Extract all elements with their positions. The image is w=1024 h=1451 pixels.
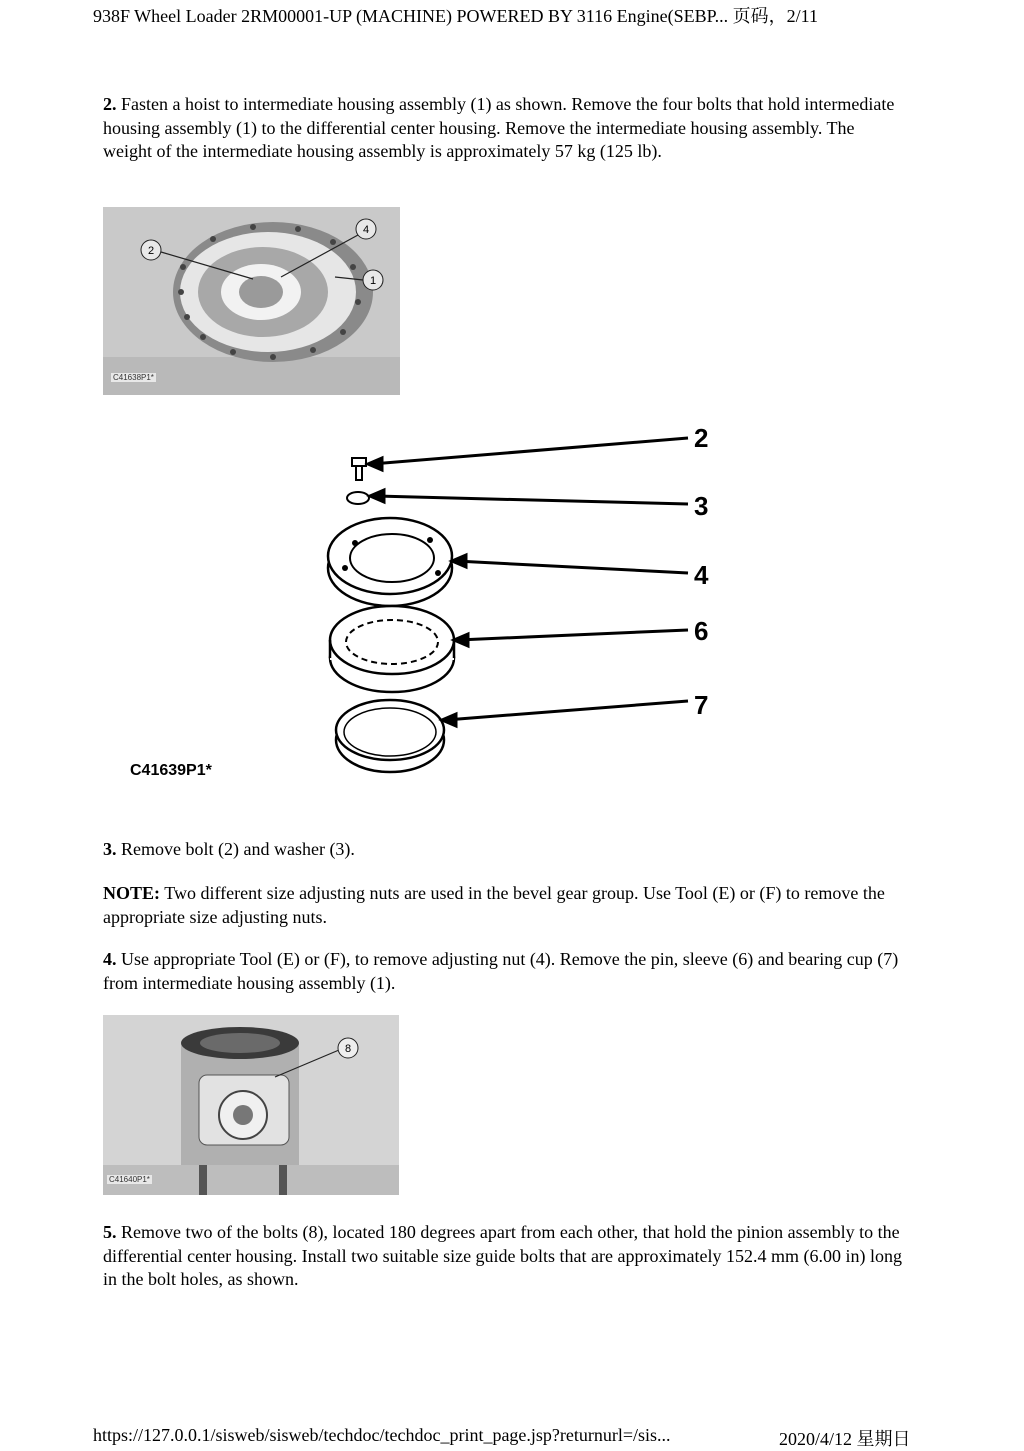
photo-intermediate-housing-graphic xyxy=(103,207,400,395)
sleeve-part xyxy=(330,606,454,692)
washer-part xyxy=(347,492,369,504)
step-4-number: 4. xyxy=(103,949,117,969)
step-5-paragraph xyxy=(103,1221,903,1292)
step-2-text: Fasten a hoist to intermediate housing assembly (1) as shown. Remove the four bolts that hold intermediate housing assembly (1) to the differential center housing. Remove the intermediate housing assembly. The weight of the intermediate housing assembly is approximately 57 kg (125 lb). xyxy=(103,94,895,161)
photo1-callout-2: 2 xyxy=(147,245,155,257)
photo1-callout-4: 4 xyxy=(362,224,370,236)
diagram-callout-4: 4 xyxy=(694,560,709,590)
step-3-paragraph xyxy=(103,838,903,862)
note-text: Two different size adjusting nuts are used in the bevel gear group. Use Tool (E) or (F) to remove the appropriate size adjusting nuts. xyxy=(103,883,885,927)
step-4-text: Use appropriate Tool (E) or (F), to remove adjusting nut (4). Remove the pin, sleeve (6) and bearing cup (7) from intermediate housing assembly (1). xyxy=(103,949,899,993)
diagram-callout-7: 7 xyxy=(694,690,709,720)
adjusting-nut-part xyxy=(328,518,452,606)
step-5-number: 5. xyxy=(103,1222,117,1242)
note-paragraph xyxy=(103,882,903,929)
diagram-callout-3: 3 xyxy=(694,491,709,521)
diagram-code: C41639P1* xyxy=(130,762,212,779)
exploded-parts-diagram xyxy=(320,418,760,788)
photo-pinion-assembly xyxy=(103,1015,399,1195)
photo-pinion-assembly-graphic xyxy=(103,1015,399,1195)
page-header-title: 938F Wheel Loader 2RM00001-UP (MACHINE) POWERED BY 3116 Engine(SEBP... 页码，2/11 xyxy=(93,6,818,26)
bearing-cup-part xyxy=(336,700,444,772)
step-3-number: 3. xyxy=(103,839,117,859)
step-2-number: 2. xyxy=(103,94,117,114)
photo2-code: C41640P1* xyxy=(109,1175,150,1184)
footer-date: 2020/4/12 星期日 xyxy=(779,1429,911,1449)
step-5-text: Remove two of the bolts (8), located 180 degrees apart from each other, that hold the pinion assembly to the differential center housing. Install two suitable size guide bolts that are approximately 152.4 mm (6.00 in) long in the bolt holes, as shown. xyxy=(103,1222,902,1289)
note-label: NOTE: xyxy=(103,883,161,903)
photo1-code: C41638P1* xyxy=(113,373,154,382)
photo-intermediate-housing xyxy=(103,207,400,395)
diagram-callout-2: 2 xyxy=(694,423,709,453)
step-4-paragraph xyxy=(103,948,903,995)
footer-url: https://127.0.0.1/sisweb/sisweb/techdoc/techdoc_print_page.jsp?returnurl=/sis... xyxy=(93,1425,671,1445)
step-2-paragraph xyxy=(103,93,903,164)
step-3-text: Remove bolt (2) and washer (3). xyxy=(121,839,355,859)
diagram-callout-6: 6 xyxy=(694,616,709,646)
photo2-callout-8: 8 xyxy=(344,1043,352,1055)
bolt-part xyxy=(352,458,366,480)
photo1-callout-1: 1 xyxy=(369,275,377,287)
